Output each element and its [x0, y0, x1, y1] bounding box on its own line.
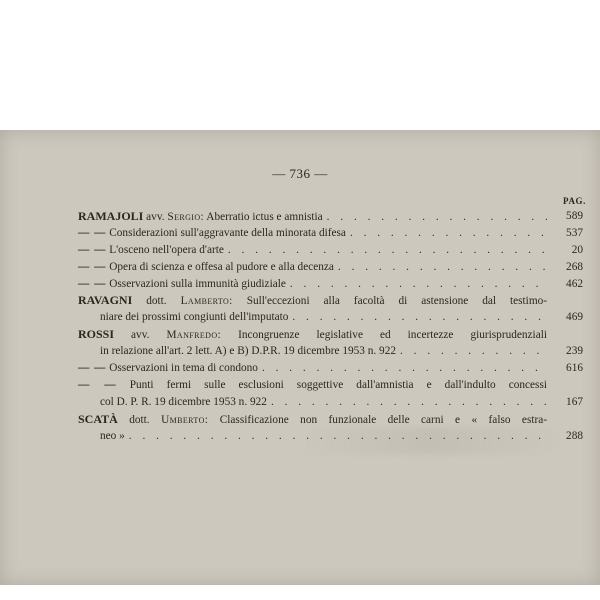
- index-entry: [78, 326, 583, 360]
- article-title: Osservazioni in tema di condono: [109, 362, 258, 375]
- dot-leader: [400, 343, 547, 360]
- page-ref: 239: [566, 345, 583, 358]
- index-entry: [78, 242, 583, 259]
- article-title: Aberratio ictus e amnistia: [206, 211, 323, 223]
- ditto-dash: — —: [78, 260, 107, 273]
- page-ref: 167: [566, 395, 583, 408]
- article-title: Opera di scienza e offesa al pudore e alla decenza: [109, 260, 334, 273]
- page-ref: 268: [566, 260, 583, 273]
- index-entries: [78, 208, 583, 444]
- dot-leader: [350, 225, 547, 242]
- page-ref: 462: [566, 277, 583, 290]
- article-title: L'osceno nell'opera d'arte: [109, 243, 224, 256]
- page-ref: 589: [566, 210, 583, 222]
- article-title-continued: col D. P. R. 19 dicembre 1953 n. 922: [100, 395, 267, 408]
- page-ref: 20: [571, 243, 583, 256]
- ditto-dash: — —: [78, 362, 107, 375]
- dot-leader: [338, 259, 547, 276]
- author-surname: RAVAGNI: [78, 293, 133, 308]
- author-title: avv.: [131, 329, 150, 342]
- author-title: dott.: [129, 413, 150, 426]
- author-surname: SCATÀ: [78, 411, 118, 426]
- page-ref: 288: [566, 429, 583, 442]
- faded-show-through-text: [300, 428, 560, 454]
- author-first-name: Umberto:: [161, 413, 209, 426]
- index-entry: [78, 208, 583, 225]
- page-ref: 616: [566, 362, 583, 375]
- dot-leader: [228, 242, 547, 259]
- ditto-dash: — —: [78, 378, 117, 391]
- index-entry: [78, 276, 583, 293]
- article-title: Considerazioni sull'aggravante della minorata difesa: [109, 226, 346, 239]
- page-column-header: PAG.: [563, 196, 586, 206]
- dot-leader: [292, 309, 547, 326]
- author-surname: ROSSI: [78, 327, 115, 342]
- author-first-name: Lamberto:: [180, 295, 233, 308]
- article-title: Osservazioni sulla immunità giudiziale: [109, 277, 286, 290]
- page-ref: 537: [566, 226, 583, 239]
- article-title: Classificazione non funzionale delle carni e « falso estra-: [219, 413, 548, 426]
- book-page: [0, 130, 600, 585]
- article-title: Incongruenze legislative ed incertezze giurisprudenziali: [238, 329, 547, 342]
- index-entry: [78, 259, 583, 276]
- index-entry: [78, 225, 583, 242]
- author-surname: RAMAJOLI: [78, 209, 144, 223]
- ditto-dash: — —: [78, 243, 107, 256]
- author-first-name: Sergio:: [167, 211, 205, 223]
- author-first-name: Manfredo:: [166, 329, 222, 342]
- index-entry: [78, 360, 583, 377]
- article-title: Sull'eccezioni alla facoltà di astensione dal testimo-: [246, 295, 548, 308]
- ditto-dash: — —: [78, 226, 107, 239]
- author-title: avv.: [146, 211, 165, 223]
- author-title: dott.: [146, 295, 167, 308]
- page-ref: 469: [566, 311, 583, 324]
- index-entry: [78, 292, 583, 326]
- article-title: Punti fermi sulle esclusioni soggettive dall'amnistia e dall'indulto concessi: [129, 378, 547, 391]
- article-title-continued: in relazione all'art. 2 lett. A) e B) D.P.R. 19 dicembre 1953 n. 922: [100, 345, 397, 358]
- article-title-continued: neo »: [100, 429, 125, 442]
- page-number: — 736 —: [272, 166, 328, 181]
- index-entry: [78, 377, 583, 411]
- dot-leader: [327, 209, 547, 226]
- article-title-continued: niare dei prossimi congiunti dell'imputato: [100, 311, 289, 324]
- ditto-dash: — —: [78, 277, 107, 290]
- dot-leader: [290, 276, 547, 293]
- dot-leader: [262, 360, 547, 377]
- dot-leader: [271, 394, 547, 411]
